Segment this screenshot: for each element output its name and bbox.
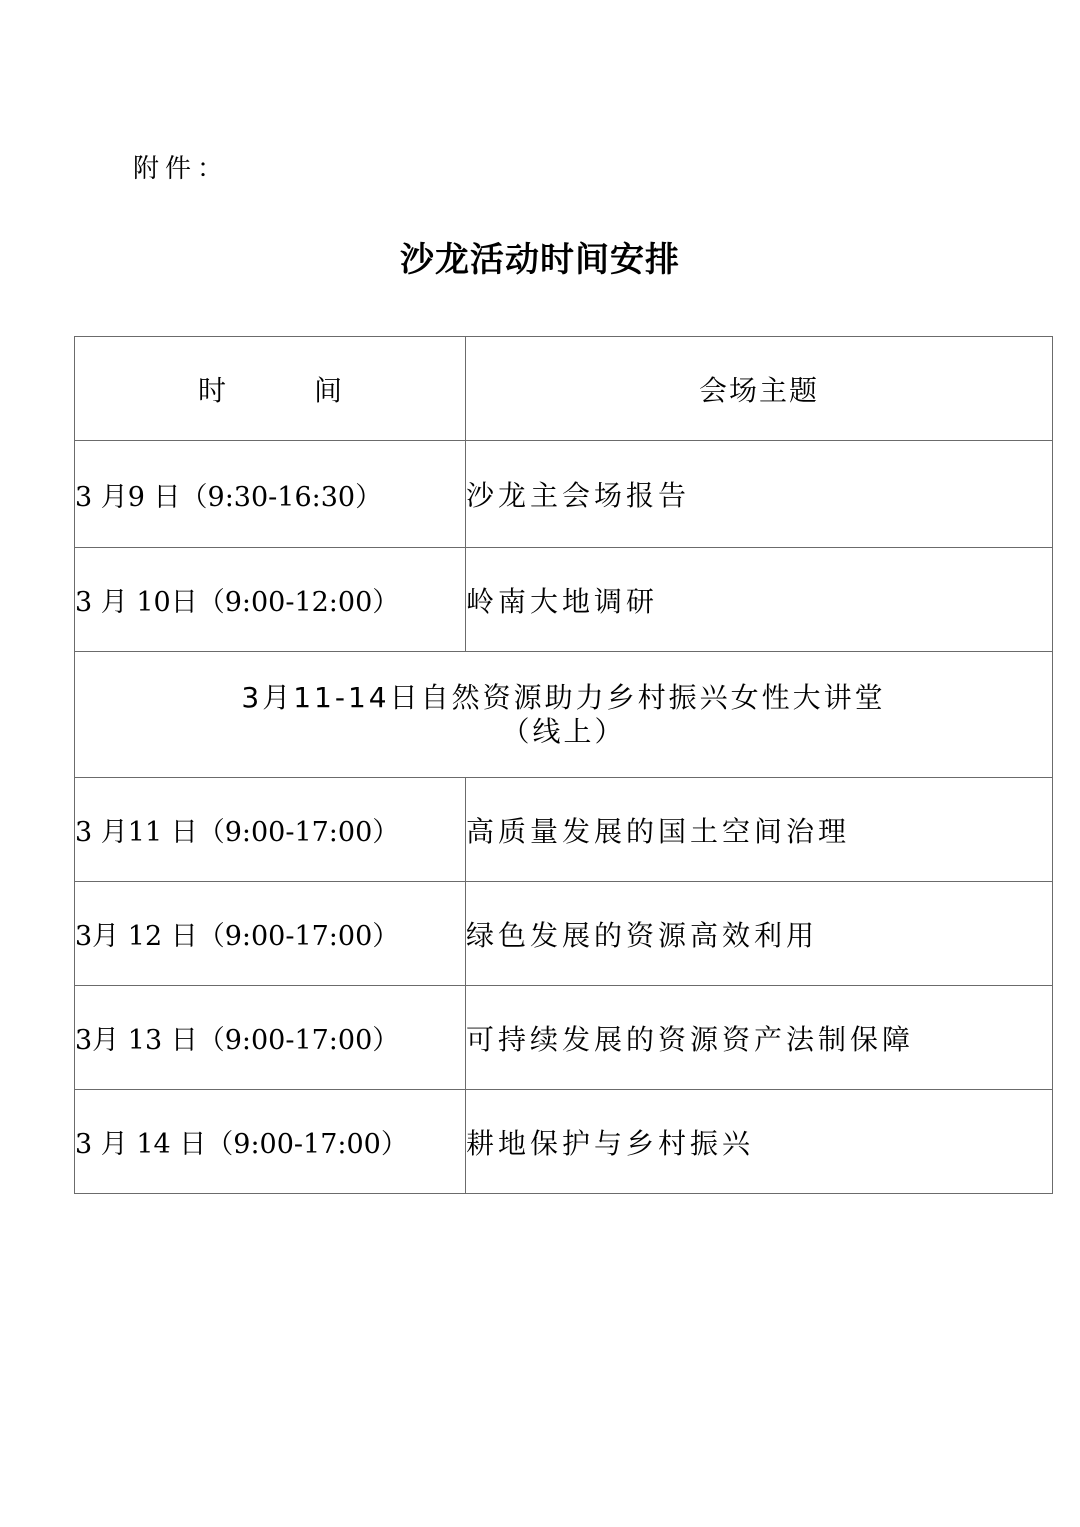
schedule-table: [74, 336, 1053, 1194]
table-row: [75, 441, 1053, 548]
table-row: [75, 882, 1053, 986]
table-header-row: [75, 337, 1053, 441]
time-column-header: 时 间: [75, 337, 466, 441]
time-cell: 3 月 14 日（9:00-17:00）: [75, 1090, 466, 1194]
time-cell: 3 月9 日（9:30-16:30）: [75, 441, 466, 548]
time-cell: 3 月11 日（9:00-17:00）: [75, 778, 466, 882]
topic-cell: 岭南大地调研: [466, 548, 1053, 652]
section-heading-line2: （线上）: [501, 714, 626, 748]
topic-column-header: 会场主题: [466, 337, 1053, 441]
table-row: [75, 1090, 1053, 1194]
attachment-label: 附件：: [133, 154, 230, 184]
merged-section-row: [75, 652, 1053, 778]
section-heading-line1: 3月11-14日自然资源助力乡村振兴女性大讲堂: [241, 680, 886, 714]
topic-cell: 沙龙主会场报告: [466, 441, 1053, 548]
table-row: [75, 986, 1053, 1090]
table-row: [75, 548, 1053, 652]
time-cell: 3月 12 日（9:00-17:00）: [75, 882, 466, 986]
topic-cell: 高质量发展的国土空间治理: [466, 778, 1053, 882]
time-cell: 3 月 10日（9:00-12:00）: [75, 548, 466, 652]
topic-cell: 绿色发展的资源高效利用: [466, 882, 1053, 986]
document-title: 沙龙活动时间安排: [400, 240, 680, 280]
merged-section-cell: [75, 652, 1053, 778]
topic-cell: 耕地保护与乡村振兴: [466, 1090, 1053, 1194]
time-cell: 3月 13 日（9:00-17:00）: [75, 986, 466, 1090]
topic-cell: 可持续发展的资源资产法制保障: [466, 986, 1053, 1090]
table-row: [75, 778, 1053, 882]
